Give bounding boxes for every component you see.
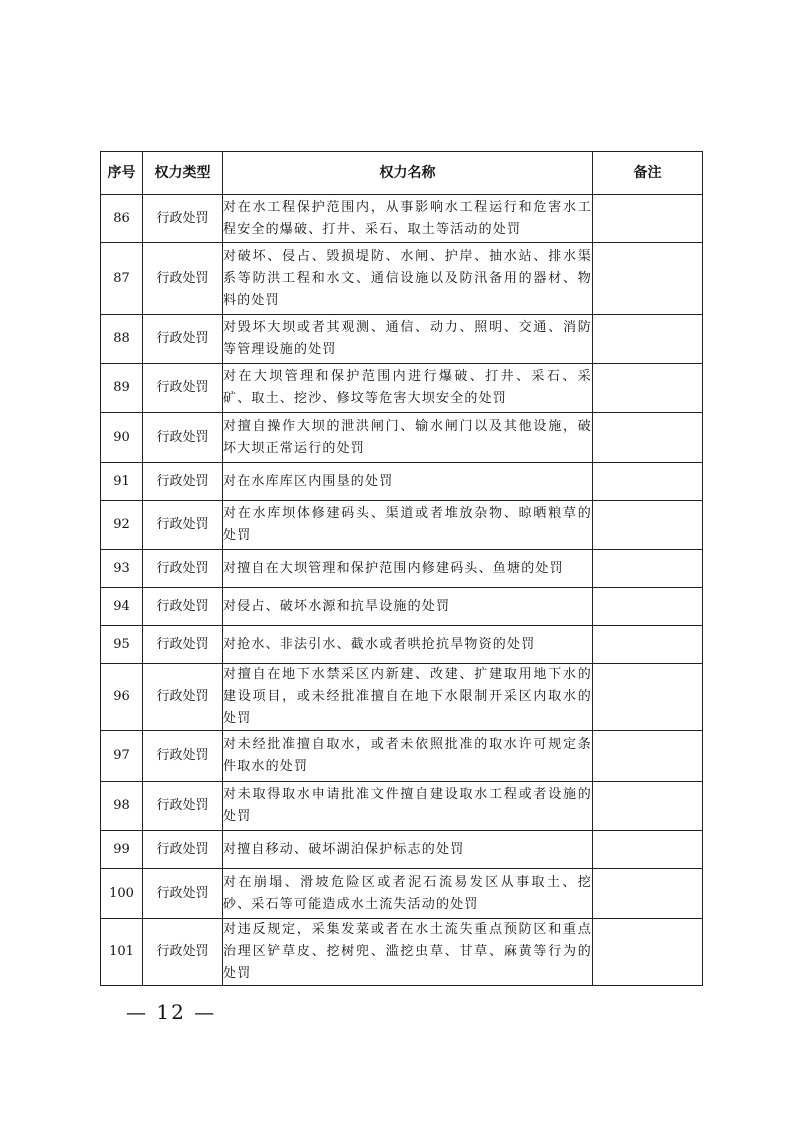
header-seq: 序号 (101, 152, 143, 195)
row-seq: 99 (101, 831, 143, 869)
table-row (101, 831, 703, 869)
row-note (593, 364, 703, 413)
row-type: 行政处罚 (143, 550, 223, 588)
row-seq: 96 (101, 664, 143, 731)
table-header-row (101, 152, 703, 195)
row-name: 对在崩塌、滑坡危险区或者泥石流易发区从事取土、挖砂、采石等可能造成水土流失活动的处罚 (223, 869, 593, 919)
row-name: 对擅自在地下水禁采区内新建、改建、扩建取用地下水的建设项目，或未经批准擅自在地下水限制开采区内取水的处罚 (223, 664, 593, 731)
table-row (101, 364, 703, 413)
row-seq: 91 (101, 463, 143, 501)
row-name: 对擅自移动、破坏湖泊保护标志的处罚 (223, 831, 593, 869)
row-note (593, 243, 703, 315)
table-row (101, 626, 703, 664)
table-row (101, 243, 703, 315)
row-note (593, 501, 703, 550)
table-row (101, 501, 703, 550)
row-type: 行政处罚 (143, 463, 223, 501)
row-seq: 93 (101, 550, 143, 588)
row-type: 行政处罚 (143, 243, 223, 315)
table-row (101, 869, 703, 919)
row-name: 对抢水、非法引水、截水或者哄抢抗旱物资的处罚 (223, 626, 593, 664)
row-name: 对在水库坝体修建码头、渠道或者堆放杂物、晾晒粮草的处罚 (223, 501, 593, 550)
row-seq: 90 (101, 413, 143, 463)
row-type: 行政处罚 (143, 782, 223, 831)
row-type: 行政处罚 (143, 626, 223, 664)
row-note (593, 869, 703, 919)
row-name: 对违反规定，采集发菜或者在水土流失重点预防区和重点治理区铲草皮、挖树兜、滥挖虫草、甘草、麻黄等行为的处罚 (223, 919, 593, 986)
header-note: 备注 (593, 152, 703, 195)
row-type: 行政处罚 (143, 315, 223, 364)
row-name: 对在水库库区内围垦的处罚 (223, 463, 593, 501)
table-row (101, 919, 703, 986)
table-row (101, 463, 703, 501)
row-seq: 87 (101, 243, 143, 315)
row-type: 行政处罚 (143, 588, 223, 626)
row-note (593, 731, 703, 782)
table-row (101, 731, 703, 782)
row-note (593, 782, 703, 831)
power-list-table (100, 151, 703, 986)
row-note (593, 463, 703, 501)
row-type: 行政处罚 (143, 364, 223, 413)
row-type: 行政处罚 (143, 664, 223, 731)
row-name: 对擅自操作大坝的泄洪闸门、输水闸门以及其他设施，破坏大坝正常运行的处罚 (223, 413, 593, 463)
row-seq: 89 (101, 364, 143, 413)
row-type: 行政处罚 (143, 731, 223, 782)
row-note (593, 919, 703, 986)
table-row (101, 588, 703, 626)
header-name: 权力名称 (223, 152, 593, 195)
row-type: 行政处罚 (143, 869, 223, 919)
row-type: 行政处罚 (143, 413, 223, 463)
row-note (593, 195, 703, 243)
row-name: 对未经批准擅自取水，或者未依照批准的取水许可规定条件取水的处罚 (223, 731, 593, 782)
row-type: 行政处罚 (143, 919, 223, 986)
table-row (101, 413, 703, 463)
row-name: 对擅自在大坝管理和保护范围内修建码头、鱼塘的处罚 (223, 550, 593, 588)
row-note (593, 413, 703, 463)
row-note (593, 664, 703, 731)
row-note (593, 588, 703, 626)
row-seq: 88 (101, 315, 143, 364)
table-row (101, 664, 703, 731)
table-row (101, 195, 703, 243)
row-type: 行政处罚 (143, 195, 223, 243)
table-row (101, 782, 703, 831)
row-note (593, 626, 703, 664)
table-row (101, 550, 703, 588)
row-name: 对毁坏大坝或者其观测、通信、动力、照明、交通、消防等管理设施的处罚 (223, 315, 593, 364)
row-type: 行政处罚 (143, 831, 223, 869)
table-row (101, 315, 703, 364)
row-seq: 95 (101, 626, 143, 664)
row-seq: 98 (101, 782, 143, 831)
row-note (593, 315, 703, 364)
row-seq: 101 (101, 919, 143, 986)
header-type: 权力类型 (143, 152, 223, 195)
row-name: 对侵占、破坏水源和抗旱设施的处罚 (223, 588, 593, 626)
row-name: 对破坏、侵占、毁损堤防、水闸、护岸、抽水站、排水渠系等防洪工程和水文、通信设施以及防汛备用的器材、物料的处罚 (223, 243, 593, 315)
page-number: — 12 — (126, 1000, 217, 1024)
row-name: 对在大坝管理和保护范围内进行爆破、打井、采石、采矿、取土、挖沙、修坟等危害大坝安全的处罚 (223, 364, 593, 413)
row-note (593, 550, 703, 588)
row-seq: 100 (101, 869, 143, 919)
row-name: 对未取得取水申请批准文件擅自建设取水工程或者设施的处罚 (223, 782, 593, 831)
row-note (593, 831, 703, 869)
row-seq: 92 (101, 501, 143, 550)
row-seq: 97 (101, 731, 143, 782)
row-type: 行政处罚 (143, 501, 223, 550)
row-name: 对在水工程保护范围内，从事影响水工程运行和危害水工程安全的爆破、打井、采石、取土等活动的处罚 (223, 195, 593, 243)
row-seq: 94 (101, 588, 143, 626)
row-seq: 86 (101, 195, 143, 243)
